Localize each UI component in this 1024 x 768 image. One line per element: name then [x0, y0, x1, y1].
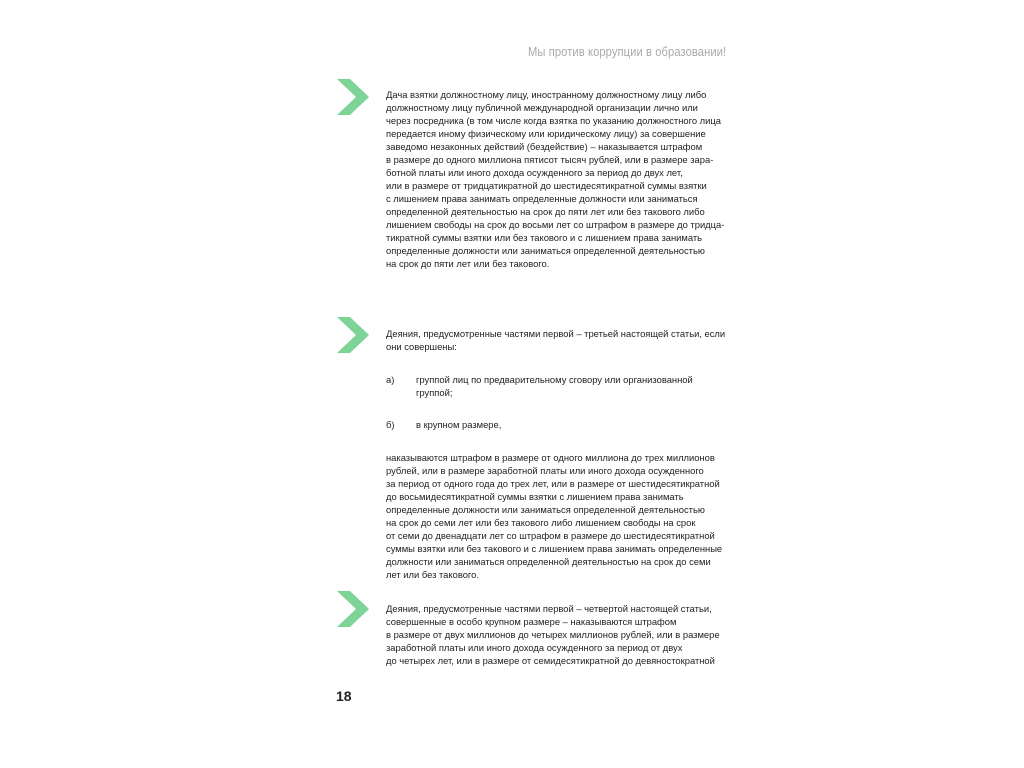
text-line: на срок до семи лет или без такового либо лишением свободы на срок	[386, 517, 696, 528]
text-line: лишением свободы на срок до восьми лет со штрафом в размере до тридца-	[386, 219, 725, 230]
text-line: от семи до двенадцати лет со штрафом в размере до шестидесятикратной	[386, 530, 715, 541]
list-item-letter: а)	[386, 374, 395, 385]
list-item-text	[416, 418, 501, 431]
page-number: 18	[336, 688, 352, 704]
text-line: Дача взятки должностному лицу, иностранному должностному лицу либо	[386, 89, 707, 100]
text-line: должности или заниматься определенной деятельностью на срок до семи	[386, 556, 711, 567]
text-line: Деяния, предусмотренные частями первой – третьей настоящей статьи, если	[386, 328, 726, 339]
text-line: на срок до пяти лет или без такового.	[386, 258, 550, 269]
text-line: через посредника (в том числе когда взятка по указанию должностного лица	[386, 115, 721, 126]
text-line: совершенные в особо крупном размере – наказываются штрафом	[386, 616, 677, 627]
text-line: рублей, или в размере заработной платы или иного дохода осужденного	[386, 465, 704, 476]
text-line: до восьмидесятикратной суммы взятки с лишением права занимать	[386, 491, 684, 502]
text-line: в крупном размере,	[416, 419, 502, 430]
text-line: группой;	[416, 387, 453, 398]
text-line: Деяния, предусмотренные частями первой – четвертой настоящей статьи,	[386, 603, 712, 614]
text-line: с лишением права занимать определенные должности или заниматься	[386, 193, 698, 204]
text-line: заведомо незаконных действий (бездействие) – наказывается штрафом	[386, 141, 703, 152]
list-item-letter: б)	[386, 419, 395, 430]
paragraph-especially-large	[386, 602, 720, 667]
paragraph-aggravated-intro	[386, 327, 725, 353]
text-line: или в размере от тридцатикратной до шестидесятикратной суммы взятки	[386, 180, 707, 191]
text-line: определенной деятельностью на срок до пяти лет или без такового либо	[386, 206, 705, 217]
text-line: в размере от двух миллионов до четырех миллионов рублей, или в размере	[386, 629, 720, 640]
text-line: определенные должности или заниматься определенной деятельностью	[386, 245, 705, 256]
text-line: группой лиц по предварительному сговору или организованной	[416, 374, 693, 385]
text-line: определенные должности или заниматься определенной деятельностью	[386, 504, 705, 515]
text-line: передается иному физическому или юридическому лицу) за совершение	[386, 128, 706, 139]
paragraph-aggravated-penalty	[386, 451, 722, 581]
chevron-right-icon	[336, 590, 370, 628]
text-line: до четырех лет, или в размере от семидесятикратной до девяностократной	[386, 655, 715, 666]
chevron-right-icon	[336, 78, 370, 116]
text-line: ботной платы или иного дохода осужденного за период до двух лет,	[386, 167, 683, 178]
text-line: суммы взятки или без такового и с лишением права занимать определенные	[386, 543, 723, 554]
text-line: за период от одного года до трех лет, или в размере от шестидесятикратной	[386, 478, 720, 489]
text-line: наказываются штрафом в размере от одного миллиона до трех миллионов	[386, 452, 715, 463]
page-header-title: Мы против коррупции в образовании!	[528, 44, 727, 59]
text-line: тикратной суммы взятки или без такового и с лишением права занимать	[386, 232, 703, 243]
text-line: в размере до одного миллиона пятисот тысяч рублей, или в размере зара-	[386, 154, 714, 165]
text-line: заработной платы или иного дохода осужденного за период от двух	[386, 642, 683, 653]
list-item-text	[416, 373, 693, 399]
text-line: они совершены:	[386, 341, 457, 352]
text-line: лет или без такового.	[386, 569, 479, 580]
text-line: должностному лицу публичной международной организации лично или	[386, 102, 698, 113]
chevron-right-icon	[336, 316, 370, 354]
paragraph-bribery	[386, 88, 724, 270]
